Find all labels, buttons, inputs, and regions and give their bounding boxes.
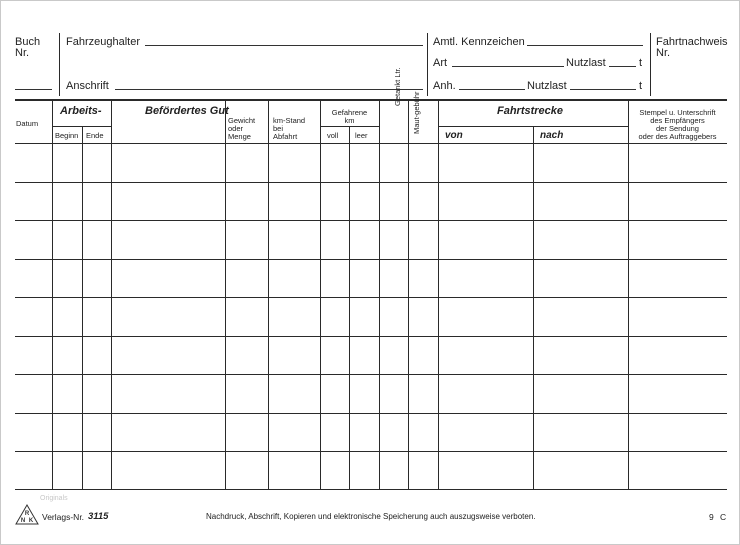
svg-text:N: N — [20, 518, 26, 524]
kennzeichen-field[interactable] — [527, 45, 643, 46]
t-unit: t — [639, 80, 643, 92]
arbeits-header: Arbeits- — [60, 105, 102, 117]
t-unit: t — [639, 57, 643, 69]
column-line — [379, 101, 380, 489]
verlags-nr: 3115 — [88, 511, 109, 522]
getankt-header: Getankt Ltr. — [393, 67, 402, 106]
fahrzeughalter-label: Fahrzeughalter — [66, 36, 140, 48]
buch-label: Buch — [15, 36, 41, 48]
copyright-notice: Nachdruck, Abschrift, Kopieren und elektronische Speicherung auch auszugsweise verboten. — [206, 512, 536, 521]
fahrzeughalter-field[interactable] — [145, 45, 423, 46]
gewicht-header: Gewicht oder Menge — [228, 116, 256, 141]
publisher-logo-icon — [15, 504, 39, 525]
column-line — [349, 126, 350, 489]
beginn-header: Beginn — [55, 131, 79, 140]
art-label: Art — [433, 57, 448, 69]
table-row-line — [15, 182, 727, 183]
form-code-number: 9 — [709, 512, 714, 522]
fahrtnachweis-nr-label: Nr. — [656, 47, 671, 59]
leer-header: leer — [355, 131, 368, 140]
buch-nr-field[interactable] — [15, 89, 52, 90]
header-divider — [427, 33, 428, 96]
svg-text:R: R — [24, 511, 30, 517]
datum-header: Datum — [16, 119, 39, 128]
art-field[interactable] — [452, 66, 564, 67]
column-line — [408, 101, 409, 489]
stempel-header: Stempel u. Unterschrift des Empfängers der Sendung oder des Auftraggebers — [638, 108, 717, 141]
buch-nr-label: Nr. — [15, 47, 30, 59]
anschrift-field[interactable] — [115, 89, 423, 90]
gefahrene-km-header: Gefahrene km — [331, 108, 368, 125]
svg-text:K: K — [28, 518, 34, 524]
form-code-letter: C — [720, 512, 727, 522]
table-row-line — [15, 259, 727, 260]
header-divider — [59, 33, 60, 96]
table-bottom-rule — [15, 489, 727, 490]
nutzlast-label: Nutzlast — [566, 57, 606, 69]
befoerdertes-gut-header: Befördertes Gut — [145, 105, 229, 117]
anh-field[interactable] — [459, 89, 525, 90]
column-line — [111, 101, 112, 489]
header-divider — [650, 33, 651, 96]
column-line — [438, 101, 439, 489]
table-top-rule — [15, 99, 727, 101]
table-row-line — [15, 451, 727, 452]
table-row-line — [15, 374, 727, 375]
column-line — [533, 126, 534, 489]
von-header: von — [445, 130, 463, 141]
anh-label: Anh. — [433, 80, 456, 92]
table-row-line — [15, 336, 727, 337]
nutzlast-field[interactable] — [609, 66, 636, 67]
anh-nutzlast-label: Nutzlast — [527, 80, 567, 92]
table-row-line — [15, 297, 727, 298]
voll-header: voll — [327, 131, 339, 140]
table-row-line — [15, 413, 727, 414]
maut-header: Maut-gebühr — [412, 91, 421, 134]
km-stand-header: km-Stand bei Abfahrt — [273, 116, 306, 141]
verlags-label: Verlags-Nr. — [42, 512, 85, 522]
ende-header: Ende — [86, 131, 104, 140]
column-line — [82, 126, 83, 489]
column-line — [320, 101, 321, 489]
column-line — [628, 101, 629, 489]
column-line — [268, 101, 269, 489]
table-header-rule — [15, 143, 727, 144]
anschrift-label: Anschrift — [66, 80, 109, 92]
kennzeichen-label: Amtl. Kennzeichen — [433, 36, 525, 48]
nach-header: nach — [540, 130, 564, 141]
table-row-line — [15, 220, 727, 221]
fahrtstrecke-header: Fahrtstrecke — [497, 105, 564, 117]
anh-nutzlast-field[interactable] — [570, 89, 636, 90]
faint-logo-text: Originals — [40, 495, 68, 502]
fahrtnachweis-label: Fahrtnachweis — [656, 36, 728, 48]
column-line — [52, 101, 53, 489]
column-line — [225, 101, 226, 489]
